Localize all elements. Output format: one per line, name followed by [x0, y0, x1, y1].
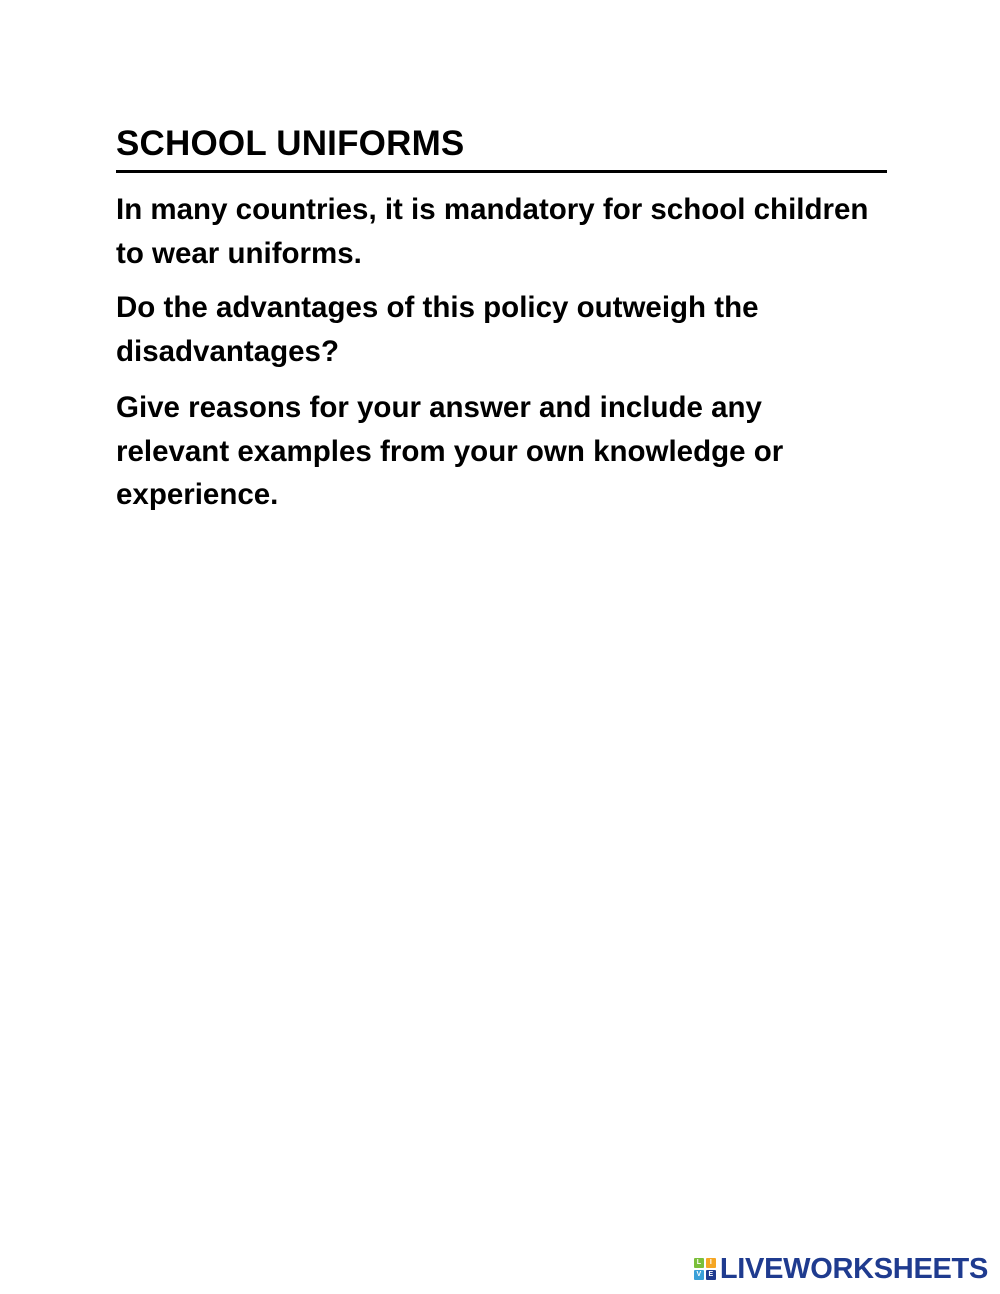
prompt-paragraph-2: Do the advantages of this policy outweigh the disadvantages? [116, 291, 759, 368]
page-title: SCHOOL UNIFORMS [116, 124, 465, 163]
prompt-paragraph-3: Give reasons for your answer and include any relevant examples from your own knowledge or experience. [116, 391, 784, 511]
brand-wordmark: LIVEWORKSHEETS [719, 1252, 988, 1285]
logo-square-l: L [694, 1258, 704, 1268]
liveworksheets-brand [694, 1253, 988, 1285]
logo-square-e: E [706, 1270, 716, 1280]
prompt-paragraph-1: In many countries, it is mandatory for school children to wear uniforms. [116, 193, 869, 270]
logo-square-i: I [706, 1258, 716, 1268]
liveworksheets-logo-icon [694, 1258, 716, 1280]
logo-square-v: V [694, 1270, 704, 1280]
title-underline [116, 170, 887, 173]
